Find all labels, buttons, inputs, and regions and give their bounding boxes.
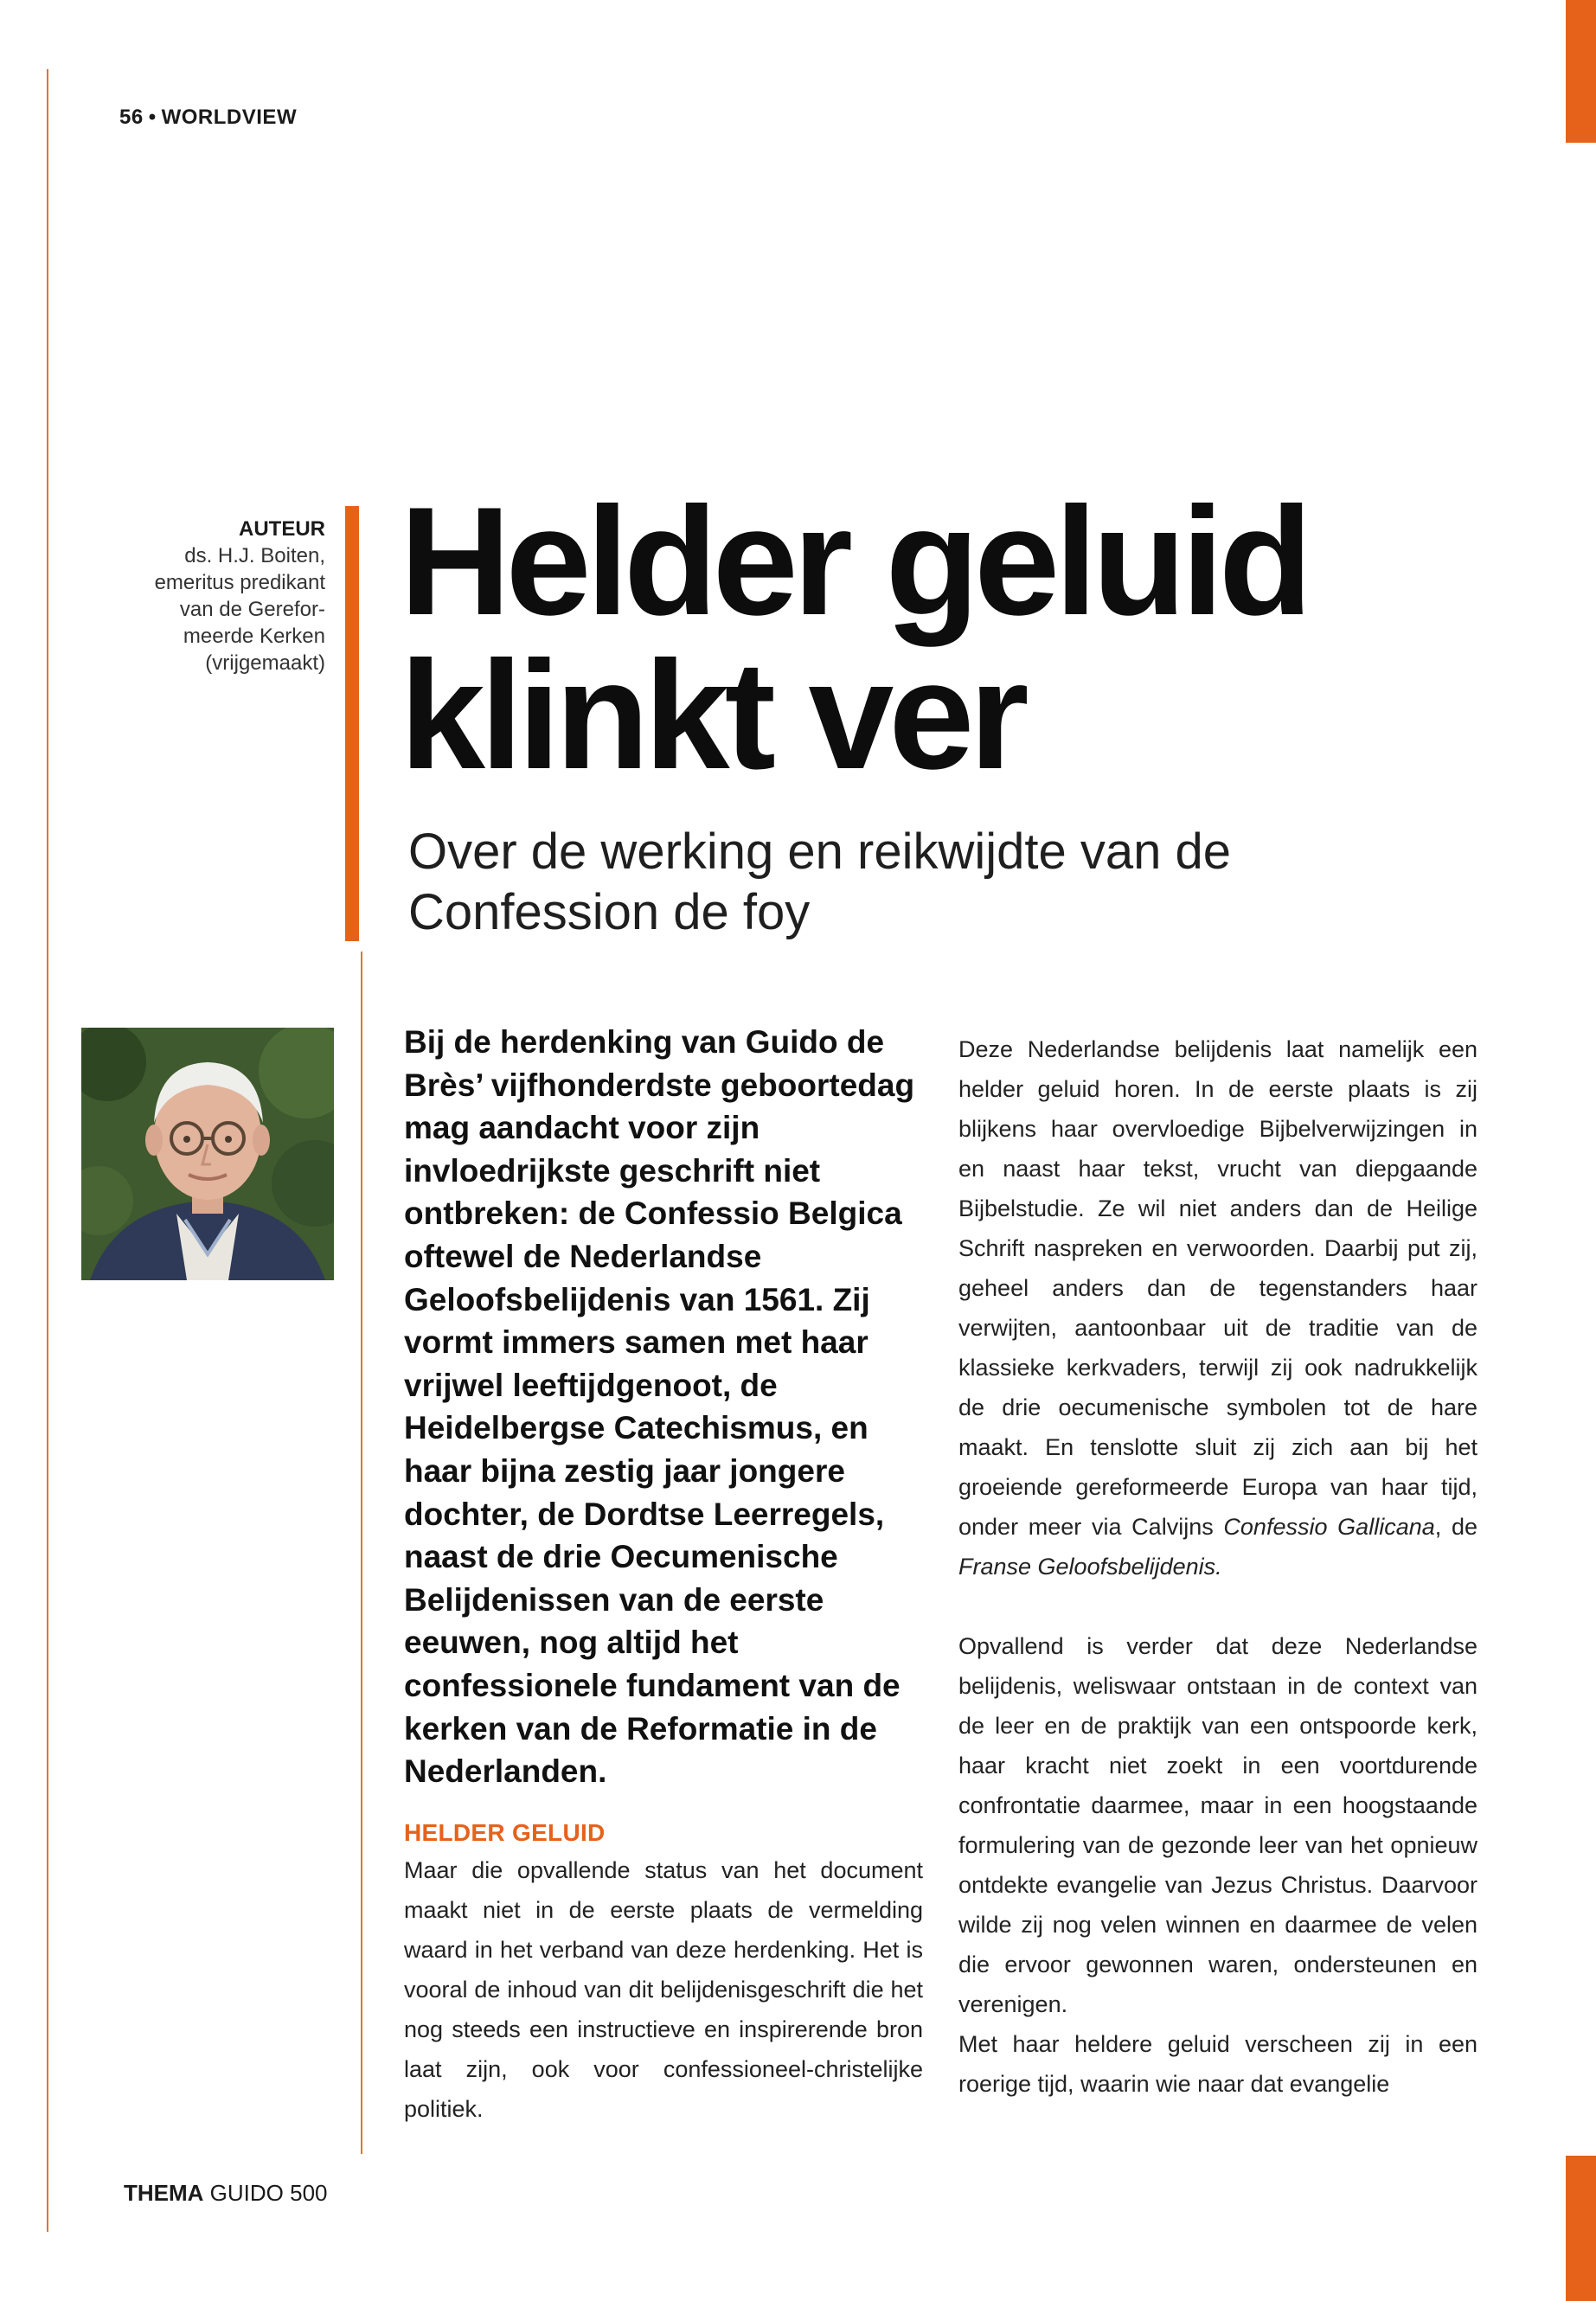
author-portrait (81, 1028, 334, 1280)
body-paragraph: Met haar heldere geluid verscheen zij in een roerige tijd, waarin wie naar dat evangelie (958, 2031, 1477, 2097)
body-emphasis: Franse Geloofsbelijdenis. (958, 1554, 1222, 1580)
body-paragraph: Maar die opvallende status van het document maakt niet in de eerste plaats de vermelding waard in het verband van deze herdenking. Het is vooral de inhoud van dit belijdenisgeschrift die het nog steeds een instructieve en inspirerende bron laat zijn, ook voor confessioneel-christelijke politiek. (404, 1856, 923, 2122)
separator-dot: • (148, 106, 157, 129)
section-label: WORLDVIEW (161, 106, 298, 129)
running-head (119, 106, 297, 130)
body-paragraph (958, 1029, 1477, 1586)
author-box (87, 516, 325, 676)
title-line: Helder geluid (400, 475, 1308, 647)
footer-magazine: THEMA (124, 2180, 204, 2206)
author-line: ds. H.J. Boiten, (184, 544, 325, 567)
subtitle-line: Over de werking en reikwijdte van de (408, 824, 1232, 880)
edge-tab-top (1566, 0, 1596, 143)
body-emphasis: Confessio Gallicana (1223, 1514, 1435, 1540)
author-line: (vrijgemaakt) (205, 651, 325, 675)
body-text: , de (1434, 1514, 1477, 1540)
page-footer (124, 2180, 328, 2207)
body-paragraph: Opvallend is verder dat deze Nederlandse belijdenis, weliswaar ontstaan in de context van de leer en de praktijk van een ontspoorde kerk, haar kracht niet zoekt in een voortdurende confrontatie daarmee, maar in een hoogstaande formulering van de gezonde leer van het opnieuw ontdekte evangelie van Jezus Christus. Daarvoor wilde zij nog velen winnen en daarmee de velen die ervoor gewonnen waren, ondersteunen en verenigen. (958, 1633, 1477, 2017)
edge-tab-bottom (1566, 2156, 1596, 2301)
section-heading: HELDER GELUID (404, 1818, 606, 1846)
article-title (400, 475, 1550, 801)
author-line: emeritus predikant (154, 571, 325, 594)
footer-issue: GUIDO 500 (209, 2180, 328, 2206)
lead-paragraph: Bij de herdenking van Guido de Brès’ vijfhonderdste geboortedag mag aandacht voor zijn invloedrijkste geschrift niet ontbreken: de Confessio Belgica oftewel de Nederlandse Geloofsbelijdenis van 1561. Zij vormt immers samen met haar vrijwel leeftijdgenoot, de Heidelbergse Catechismus, en haar bijna zestig jaar jongere dochter, de Dordtse Leerregels, naast de drie Oecumenische Belijdenissen van de eerste eeuwen, nog altijd het confessionele fundament van de kerken van de Reformatie in de Nederlanden. (404, 1024, 915, 1790)
body-text: Deze Nederlandse belijdenis laat namelijk een helder geluid horen. In de eerste plaats is zij blijkens haar overvloedige Bijbelverwijzingen in en naast haar tekst, vrucht van diepgaande Bijbelstudie. Ze wil niet anders dan de Heilige Schrift naspreken en verwoorden. Daarbij put zij, geheel anders dan de tegenstanders haar verwijten, aantoonbaar uit de traditie van de klassieke kerkvaders, terwijl zij ook nadrukkelijk de drie oecumenische symbolen tot de hare maakt. En tenslotte sluit zij zich aan bij het groeiende gereformeerde Europa van haar tijd, onder meer via Calvijns (958, 1036, 1477, 1540)
left-margin-rule (47, 69, 48, 2232)
author-line: van de Gerefor- (179, 598, 325, 621)
page-number: 56 (119, 106, 144, 129)
left-column (404, 1021, 923, 2129)
column-divider-rule (361, 952, 362, 2154)
right-column (958, 1029, 1477, 2104)
subtitle-line: Confession de foy (408, 884, 811, 940)
title-accent-bar (345, 506, 359, 941)
article-subtitle (408, 822, 1490, 943)
author-label: AUTEUR (239, 517, 325, 541)
author-line: meerde Kerken (183, 625, 325, 648)
title-line: klinkt ver (400, 629, 1024, 801)
